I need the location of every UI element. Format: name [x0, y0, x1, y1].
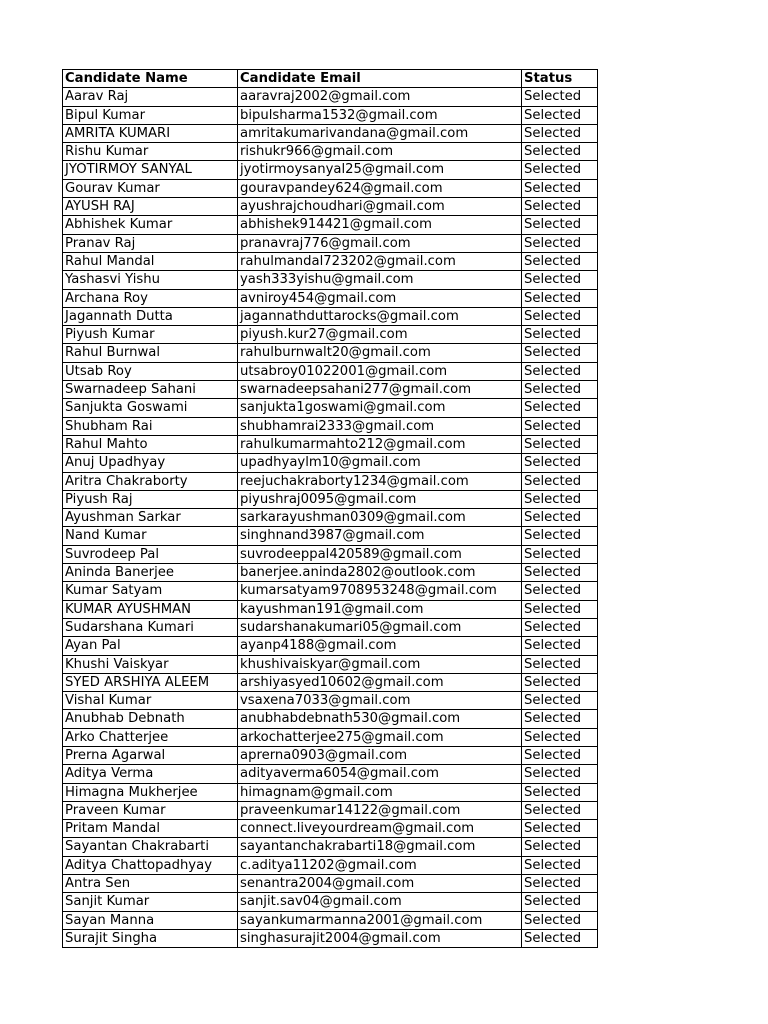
- cell-status: Selected: [522, 381, 598, 399]
- cell-candidate-name: Nand Kumar: [63, 527, 238, 545]
- cell-status: Selected: [522, 143, 598, 161]
- cell-candidate-name: Ayushman Sarkar: [63, 509, 238, 527]
- cell-candidate-name: Aninda Banerjee: [63, 564, 238, 582]
- table-row: [63, 106, 598, 124]
- cell-candidate-email: anubhabdebnath530@gmail.com: [238, 710, 522, 728]
- table-row: [63, 216, 598, 234]
- table-row: [63, 655, 598, 673]
- cell-candidate-name: Praveen Kumar: [63, 801, 238, 819]
- cell-candidate-email: reejuchakraborty1234@gmail.com: [238, 472, 522, 490]
- cell-candidate-email: kayushman191@gmail.com: [238, 600, 522, 618]
- cell-candidate-email: bipulsharma1532@gmail.com: [238, 106, 522, 124]
- table-row: [63, 454, 598, 472]
- cell-candidate-email: shubhamrai2333@gmail.com: [238, 417, 522, 435]
- cell-status: Selected: [522, 655, 598, 673]
- cell-candidate-email: abhishek914421@gmail.com: [238, 216, 522, 234]
- cell-candidate-email: suvrodeeppal420589@gmail.com: [238, 545, 522, 563]
- cell-status: Selected: [522, 124, 598, 142]
- cell-candidate-name: SYED ARSHIYA ALEEM: [63, 673, 238, 691]
- table-row: [63, 435, 598, 453]
- table-row: [63, 746, 598, 764]
- cell-candidate-email: amritakumarivandana@gmail.com: [238, 124, 522, 142]
- cell-status: Selected: [522, 88, 598, 106]
- cell-candidate-name: Pritam Mandal: [63, 820, 238, 838]
- cell-status: Selected: [522, 838, 598, 856]
- cell-candidate-name: JYOTIRMOY SANYAL: [63, 161, 238, 179]
- cell-candidate-email: rahulmandal723202@gmail.com: [238, 252, 522, 270]
- cell-candidate-email: ayushrajchoudhari@gmail.com: [238, 198, 522, 216]
- table-row: [63, 618, 598, 636]
- table-row: [63, 344, 598, 362]
- cell-candidate-name: Suvrodeep Pal: [63, 545, 238, 563]
- cell-status: Selected: [522, 216, 598, 234]
- cell-candidate-email: singhnand3987@gmail.com: [238, 527, 522, 545]
- cell-candidate-name: Surajit Singha: [63, 929, 238, 947]
- table-row: [63, 88, 598, 106]
- cell-candidate-name: Ayan Pal: [63, 637, 238, 655]
- cell-status: Selected: [522, 326, 598, 344]
- cell-candidate-email: singhasurajit2004@gmail.com: [238, 929, 522, 947]
- cell-status: Selected: [522, 618, 598, 636]
- cell-status: Selected: [522, 362, 598, 380]
- cell-status: Selected: [522, 106, 598, 124]
- cell-candidate-name: Abhishek Kumar: [63, 216, 238, 234]
- table-row: [63, 637, 598, 655]
- cell-candidate-name: Utsab Roy: [63, 362, 238, 380]
- cell-candidate-email: khushivaiskyar@gmail.com: [238, 655, 522, 673]
- cell-candidate-name: Rahul Mahto: [63, 435, 238, 453]
- cell-status: Selected: [522, 289, 598, 307]
- cell-candidate-email: rishukr966@gmail.com: [238, 143, 522, 161]
- cell-status: Selected: [522, 692, 598, 710]
- candidate-table: [62, 69, 598, 948]
- cell-status: Selected: [522, 234, 598, 252]
- cell-candidate-name: AMRITA KUMARI: [63, 124, 238, 142]
- cell-candidate-name: Rahul Mandal: [63, 252, 238, 270]
- cell-status: Selected: [522, 600, 598, 618]
- cell-candidate-name: Aditya Verma: [63, 765, 238, 783]
- cell-candidate-email: yash333yishu@gmail.com: [238, 271, 522, 289]
- cell-candidate-name: Anuj Upadhyay: [63, 454, 238, 472]
- cell-candidate-email: aaravraj2002@gmail.com: [238, 88, 522, 106]
- table-row: [63, 545, 598, 563]
- cell-candidate-email: c.aditya11202@gmail.com: [238, 856, 522, 874]
- cell-candidate-name: Aritra Chakraborty: [63, 472, 238, 490]
- cell-status: Selected: [522, 746, 598, 764]
- cell-candidate-email: pranavraj776@gmail.com: [238, 234, 522, 252]
- cell-candidate-email: sanjit.sav04@gmail.com: [238, 893, 522, 911]
- cell-status: Selected: [522, 417, 598, 435]
- table-row: [63, 929, 598, 947]
- cell-candidate-email: jagannathduttarocks@gmail.com: [238, 307, 522, 325]
- table-row: [63, 417, 598, 435]
- cell-candidate-name: Piyush Kumar: [63, 326, 238, 344]
- cell-candidate-email: rahulkumarmahto212@gmail.com: [238, 435, 522, 453]
- cell-candidate-name: Rahul Burnwal: [63, 344, 238, 362]
- cell-status: Selected: [522, 582, 598, 600]
- cell-candidate-email: sayantanchakrabarti18@gmail.com: [238, 838, 522, 856]
- cell-candidate-email: himagnam@gmail.com: [238, 783, 522, 801]
- cell-candidate-email: connect.liveyourdream@gmail.com: [238, 820, 522, 838]
- cell-candidate-name: Aarav Raj: [63, 88, 238, 106]
- cell-candidate-name: Anubhab Debnath: [63, 710, 238, 728]
- table-row: [63, 710, 598, 728]
- cell-status: Selected: [522, 673, 598, 691]
- table-row: [63, 783, 598, 801]
- table-body: [63, 88, 598, 948]
- table-row: [63, 875, 598, 893]
- cell-candidate-email: sudarshanakumari05@gmail.com: [238, 618, 522, 636]
- cell-status: Selected: [522, 875, 598, 893]
- cell-status: Selected: [522, 179, 598, 197]
- cell-candidate-name: Sanjukta Goswami: [63, 399, 238, 417]
- cell-status: Selected: [522, 710, 598, 728]
- cell-candidate-name: Archana Roy: [63, 289, 238, 307]
- cell-candidate-email: piyush.kur27@gmail.com: [238, 326, 522, 344]
- cell-status: Selected: [522, 161, 598, 179]
- cell-status: Selected: [522, 856, 598, 874]
- header-status: Status: [522, 70, 598, 88]
- cell-status: Selected: [522, 801, 598, 819]
- cell-status: Selected: [522, 454, 598, 472]
- cell-status: Selected: [522, 509, 598, 527]
- cell-candidate-email: vsaxena7033@gmail.com: [238, 692, 522, 710]
- cell-candidate-name: Sayantan Chakrabarti: [63, 838, 238, 856]
- table-row: [63, 472, 598, 490]
- cell-status: Selected: [522, 490, 598, 508]
- cell-status: Selected: [522, 728, 598, 746]
- cell-candidate-name: Arko Chatterjee: [63, 728, 238, 746]
- cell-candidate-name: Pranav Raj: [63, 234, 238, 252]
- cell-status: Selected: [522, 545, 598, 563]
- cell-status: Selected: [522, 765, 598, 783]
- table-row: [63, 307, 598, 325]
- cell-status: Selected: [522, 252, 598, 270]
- table-row: [63, 179, 598, 197]
- cell-candidate-email: arshiyasyed10602@gmail.com: [238, 673, 522, 691]
- cell-candidate-name: Shubham Rai: [63, 417, 238, 435]
- table-row: [63, 143, 598, 161]
- cell-candidate-name: AYUSH RAJ: [63, 198, 238, 216]
- table-row: [63, 692, 598, 710]
- table-row: [63, 801, 598, 819]
- table-row: [63, 911, 598, 929]
- cell-candidate-name: Sanjit Kumar: [63, 893, 238, 911]
- table-row: [63, 673, 598, 691]
- cell-candidate-email: gouravpandey624@gmail.com: [238, 179, 522, 197]
- table-row: [63, 289, 598, 307]
- cell-status: Selected: [522, 472, 598, 490]
- table-row: [63, 838, 598, 856]
- table-row: [63, 490, 598, 508]
- cell-candidate-email: sanjukta1goswami@gmail.com: [238, 399, 522, 417]
- header-candidate-name: Candidate Name: [63, 70, 238, 88]
- cell-candidate-name: Khushi Vaiskyar: [63, 655, 238, 673]
- cell-status: Selected: [522, 307, 598, 325]
- cell-candidate-email: utsabroy01022001@gmail.com: [238, 362, 522, 380]
- cell-candidate-email: rahulburnwalt20@gmail.com: [238, 344, 522, 362]
- cell-candidate-name: Antra Sen: [63, 875, 238, 893]
- cell-candidate-name: Gourav Kumar: [63, 179, 238, 197]
- table-row: [63, 271, 598, 289]
- table-row: [63, 582, 598, 600]
- cell-candidate-name: Rishu Kumar: [63, 143, 238, 161]
- cell-candidate-email: sayankumarmanna2001@gmail.com: [238, 911, 522, 929]
- table-row: [63, 600, 598, 618]
- table-row: [63, 326, 598, 344]
- header-candidate-email: Candidate Email: [238, 70, 522, 88]
- table-row: [63, 381, 598, 399]
- cell-candidate-email: banerjee.aninda2802@outlook.com: [238, 564, 522, 582]
- cell-status: Selected: [522, 399, 598, 417]
- table-row: [63, 234, 598, 252]
- cell-candidate-email: swarnadeepsahani277@gmail.com: [238, 381, 522, 399]
- table-row: [63, 564, 598, 582]
- table-row: [63, 527, 598, 545]
- cell-status: Selected: [522, 929, 598, 947]
- header-row: [63, 70, 598, 88]
- cell-candidate-email: adityaverma6054@gmail.com: [238, 765, 522, 783]
- cell-status: Selected: [522, 527, 598, 545]
- cell-candidate-email: piyushraj0095@gmail.com: [238, 490, 522, 508]
- cell-candidate-name: Himagna Mukherjee: [63, 783, 238, 801]
- cell-candidate-name: Sudarshana Kumari: [63, 618, 238, 636]
- cell-candidate-email: ayanp4188@gmail.com: [238, 637, 522, 655]
- cell-status: Selected: [522, 637, 598, 655]
- cell-candidate-name: Bipul Kumar: [63, 106, 238, 124]
- cell-status: Selected: [522, 435, 598, 453]
- table-row: [63, 161, 598, 179]
- table-row: [63, 820, 598, 838]
- cell-status: Selected: [522, 198, 598, 216]
- cell-candidate-name: Aditya Chattopadhyay: [63, 856, 238, 874]
- cell-candidate-email: avniroy454@gmail.com: [238, 289, 522, 307]
- cell-candidate-email: upadhyaylm10@gmail.com: [238, 454, 522, 472]
- cell-candidate-name: Vishal Kumar: [63, 692, 238, 710]
- table-row: [63, 198, 598, 216]
- cell-candidate-name: Yashasvi Yishu: [63, 271, 238, 289]
- cell-status: Selected: [522, 271, 598, 289]
- cell-candidate-email: praveenkumar14122@gmail.com: [238, 801, 522, 819]
- table-row: [63, 893, 598, 911]
- table-row: [63, 765, 598, 783]
- cell-candidate-name: Swarnadeep Sahani: [63, 381, 238, 399]
- cell-candidate-name: Piyush Raj: [63, 490, 238, 508]
- cell-candidate-name: Jagannath Dutta: [63, 307, 238, 325]
- cell-candidate-name: Kumar Satyam: [63, 582, 238, 600]
- cell-status: Selected: [522, 344, 598, 362]
- table-row: [63, 728, 598, 746]
- cell-candidate-name: Sayan Manna: [63, 911, 238, 929]
- cell-status: Selected: [522, 893, 598, 911]
- cell-candidate-name: Prerna Agarwal: [63, 746, 238, 764]
- table-row: [63, 399, 598, 417]
- cell-candidate-name: KUMAR AYUSHMAN: [63, 600, 238, 618]
- cell-status: Selected: [522, 911, 598, 929]
- table-row: [63, 362, 598, 380]
- cell-status: Selected: [522, 783, 598, 801]
- cell-candidate-email: kumarsatyam9708953248@gmail.com: [238, 582, 522, 600]
- cell-candidate-email: senantra2004@gmail.com: [238, 875, 522, 893]
- cell-candidate-email: sarkarayushman0309@gmail.com: [238, 509, 522, 527]
- cell-candidate-email: aprerna0903@gmail.com: [238, 746, 522, 764]
- table-row: [63, 124, 598, 142]
- table-row: [63, 252, 598, 270]
- table-row: [63, 509, 598, 527]
- cell-status: Selected: [522, 820, 598, 838]
- cell-candidate-email: jyotirmoysanyal25@gmail.com: [238, 161, 522, 179]
- cell-status: Selected: [522, 564, 598, 582]
- table-row: [63, 856, 598, 874]
- cell-candidate-email: arkochatterjee275@gmail.com: [238, 728, 522, 746]
